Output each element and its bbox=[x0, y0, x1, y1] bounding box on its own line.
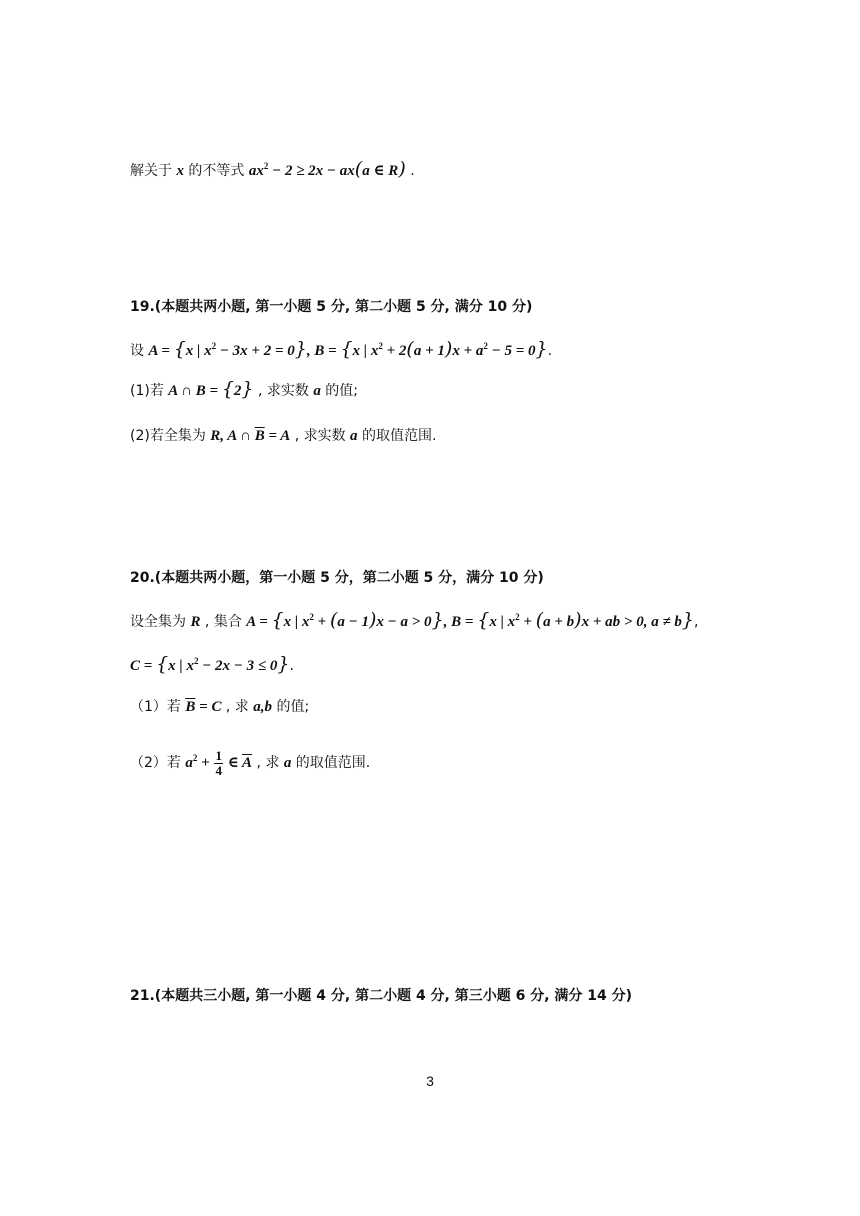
q20-line1-var: R bbox=[190, 614, 201, 630]
q19-p1-end: 的值; bbox=[325, 383, 358, 399]
q20-p1-mid: , 求 bbox=[225, 699, 249, 715]
q20-p2-var: a bbox=[283, 755, 292, 771]
q20-part1 bbox=[130, 697, 309, 717]
q19-part2 bbox=[130, 426, 436, 446]
q20-line1-mid: , 集合 bbox=[204, 614, 242, 630]
q19-p1-formula: A ∩ B = {2} bbox=[168, 378, 254, 400]
q19-set-prefix: 设 bbox=[130, 343, 144, 359]
q19-heading: 19.(本题共两小题, 第一小题 5 分, 第二小题 5 分, 满分 10 分) bbox=[130, 299, 533, 315]
q18-end: . bbox=[410, 163, 415, 179]
q19-p2-formula: R, A ∩ $\overline{B} = A$ bbox=[210, 428, 291, 444]
q20-line1-prefix: 设全集为 bbox=[130, 614, 186, 630]
q20-set-definition: 设全集为 R , 集合 A = {x | $x^2 + (a - 1)x - a > 0$}, B = {x | $x^2 + (a + b)x$ + ab > 0, a ≠ b}, bbox=[130, 609, 699, 631]
q19-part1 bbox=[130, 378, 358, 401]
q20-p2-formula: $a^2$ + $\frac{1}{4}$ ∈ $\overline{A}$ bbox=[185, 748, 252, 779]
q20-sets-formula: A = {x | $x^2 + (a - 1)x - a > 0$}, B = {x | $x^2 + (a + b)x$ + ab > 0, a ≠ b} bbox=[246, 609, 695, 631]
q19-p2-prefix: (2)若全集为 bbox=[130, 428, 206, 444]
q19-p1-var: a bbox=[313, 383, 321, 399]
q19-p2-mid: , 求实数 bbox=[294, 428, 346, 444]
q18-problem bbox=[130, 156, 415, 181]
q19-p1-prefix: (1)若 bbox=[130, 383, 164, 399]
q20-p2-prefix: （2）若 bbox=[130, 755, 181, 771]
q18-prefix: 解关于 bbox=[130, 163, 172, 179]
q19-p1-mid: , 求实数 bbox=[257, 383, 309, 399]
q20-c-formula: C = {x | $x^2 - 2x - 3 \le 0$} bbox=[130, 653, 290, 675]
q20-p2-end: 的取值范围. bbox=[295, 755, 371, 771]
q20-heading: 20.(本题共两小题，第一小题 5 分，第二小题 5 分，满分 10 分) bbox=[130, 570, 544, 586]
q20-p2-mid: , 求 bbox=[256, 755, 280, 771]
q20-p1-formula: $\overline{B} = C$ bbox=[185, 699, 222, 715]
q18-inequality: $ax^2 - 2 \ge 2x - ax(a$ ∈ R) bbox=[248, 158, 406, 180]
page-number: 3 bbox=[426, 1073, 434, 1089]
q20-p1-prefix: （1）若 bbox=[130, 699, 181, 715]
q19-p2-end: 的取值范围. bbox=[362, 428, 437, 444]
q20-part2 bbox=[130, 740, 370, 781]
q20-p1-vars: a,b bbox=[253, 699, 273, 715]
q21-heading: 21.(本题共三小题, 第一小题 4 分, 第二小题 4 分, 第三小题 6 分, 满分 14 分) bbox=[130, 988, 633, 1004]
q18-mid: 的不等式 bbox=[188, 163, 245, 179]
q18-var: x bbox=[176, 163, 184, 179]
q19-sets-formula: A = {x | $x^2 - 3x + 2 = 0$}, B = {x | $x^2 + 2(a + 1)x + a^2 - 5 = 0$} bbox=[148, 338, 548, 360]
q19-set-definition: 设 A = {x | $x^2 - 3x + 2 = 0$}, B = {x | $x^2 + 2(a + 1)x + a^2 - 5 = 0$}. bbox=[130, 338, 553, 360]
q19-p2-var: a bbox=[350, 428, 358, 444]
q20-p1-end: 的值; bbox=[276, 699, 310, 715]
q20-set-c: C = {x | $x^2 - 2x - 3 \le 0$}. bbox=[130, 653, 294, 675]
